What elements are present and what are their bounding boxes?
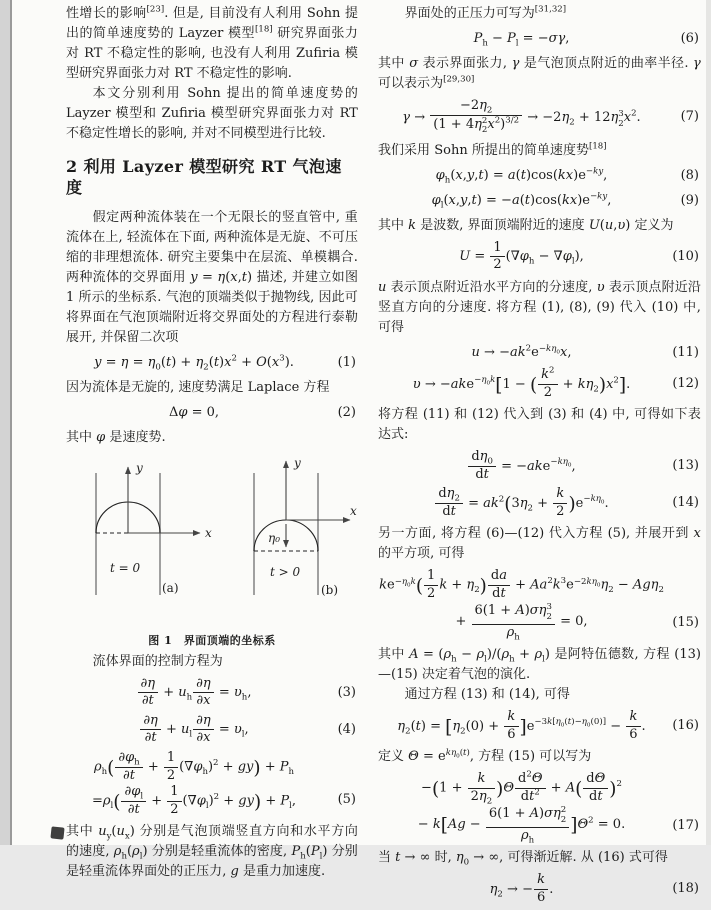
equation-number: (14): [672, 495, 699, 511]
equation-number: (4): [337, 721, 356, 737]
equation-number: (7): [680, 109, 699, 125]
equation-body: + 6(1 + A)ση 3 2 $\rho_h$ = 0,: [455, 602, 588, 643]
axis-label-y: y: [294, 455, 301, 470]
axis-label-y: y: [136, 460, 143, 475]
scan-artifact: [50, 826, 64, 839]
paragraph: 本文分别利用 Sohn 提出的简单速度势的 Layzer 模型和 Zufria 模型研究界面张力对 RT 不稳定性增长的影响, 并对不同模型进行比较.: [66, 86, 358, 142]
paragraph: 当 t → ∞ 时, $\eta_0$ → ∞, 可得渐近解. 从 (16) 式可得: [378, 850, 668, 868]
equation-number: (9): [680, 192, 699, 208]
equation-body: − k[Ag − 6(1 + A)ση 2 2 $\rho_h$ ]$\Theta^2 = 0$.: [417, 805, 626, 846]
paragraph: 另一方面, 将方程 (6)—(12) 代入方程 (5), 并展开到 x 的平方项, 可得: [378, 526, 701, 562]
equation-11: [378, 343, 701, 363]
scan-edge-line: [10, 0, 12, 845]
equation-number: (8): [680, 167, 699, 183]
section-heading: 2 利用 Layzer 模型研究 RT 气泡速度: [66, 157, 342, 197]
right-column: [378, 4, 701, 910]
panel-label-b: (b): [321, 582, 339, 597]
paragraph: u 表示顶点附近沿水平方向的分速度, υ 表示顶点附近沿竖直方向的分速度. 将方程 (1), (8), (9) 代入 (10) 中, 可得: [378, 279, 701, 335]
equation-body: $\varphi_h(x,y,t) = a(t)\cos(kx)e^{-ky}$,: [435, 166, 608, 186]
equation-18: [378, 873, 701, 905]
paragraph: 通过方程 (13) 和 (14), 可得: [404, 687, 570, 703]
paragraph: 定义 $\Theta = e^{k\eta_0(t)}$, 方程 (15) 可以写为: [378, 748, 592, 765]
eta0-label: η₀: [268, 530, 280, 545]
paragraph: 流体界面的控制方程为: [92, 653, 223, 669]
equation-body: $\frac{d\eta_2}{dt}$ = $ak^2(3\eta_2$ + $\frac{k}{2}$ )$e^{-k\eta_0}$.: [434, 496, 608, 511]
equation-number: (13): [672, 458, 699, 474]
equation-body: $u \to -ak^2e^{-k\eta_0}x$,: [471, 343, 572, 360]
panel-label-a: (a): [162, 580, 179, 595]
figure-1-diagram: [66, 455, 358, 623]
equation-body: $\frac{\partial\eta}{\partial t}$ + $u_h$ $\frac{\partial\eta}{\partial x}$ = $\upsilon_h$,: [137, 685, 252, 700]
paragraph: 其中 $u_y(u_x)$ 分别是气泡顶端竖直方向和水平方向的速度, $\rho_h(\rho_l)$ 分别是轻重流体的密度, $P_h(P_l)$ 分别是轻重流体界面处的正压力, g 是重力加速度.: [66, 824, 358, 880]
axis-label-x: x: [350, 503, 357, 518]
equation-number: (6): [680, 31, 699, 47]
equation-body: υ → −ake$^{-\eta_0k}$[1 − ( $\frac{k^2}{2}$ + $k\eta_2)x^2$].: [412, 365, 631, 400]
paragraph: 其中 φ 是速度势.: [66, 429, 166, 445]
equation-17: [378, 770, 701, 846]
paragraph: 假定两种流体装在一个无限长的竖直管中, 重流体在上, 轻流体在下面, 两种流体是无旋、不可压缩的非理想流体. 研究主要集中在层流、单模耦合. 两种流体的交界面用 y = η(x,t) 描述, 并建立如图 1 所示的坐标系. 气泡的顶端类似于抛物线, 因此可将界面在气泡顶端附近将交界面处的方程进行泰勒展开, 并保留二次项: [66, 209, 358, 345]
equation-body: $\varphi_l(x,y,t) = -a(t)\cos(kx)e^{-ky}$,: [431, 191, 612, 211]
equation-number: (5): [337, 792, 356, 808]
equation-1: [66, 353, 358, 373]
figure-caption: 图 1 界面顶端的坐标系: [148, 633, 276, 647]
equation-number: (10): [672, 248, 699, 264]
equation-body: U = $\frac{1}{2}$ $(\nabla\varphi_h - \nabla\varphi_l)$,: [459, 239, 584, 273]
equation-body: $P_h - P_l = -\sigma\gamma$,: [473, 31, 570, 49]
equation-number: (11): [672, 344, 699, 360]
paragraph: 界面处的正压力可写为[31,32]: [404, 4, 567, 21]
equation-number: (18): [672, 881, 699, 897]
equation-number: (1): [337, 354, 356, 370]
paragraph: 因为流体是无旋的, 速度势满足 Laplace 方程: [66, 379, 330, 395]
equation-3: [66, 677, 358, 709]
equation-body: $\eta_2$ → − $\frac{k}{6}$ .: [489, 872, 554, 905]
equation-number: (15): [672, 615, 699, 631]
equation-number: (3): [337, 684, 356, 700]
equation-7: [378, 99, 701, 136]
paragraph: 其中 $A = (\rho_h - \rho_l)/(\rho_h + \rho_l)$ 是阿特伍德数, 方程 (13)—(15) 决定着气泡的演化.: [378, 647, 701, 683]
equation-body: −(1 + $\frac{k}{2\eta_2}$ )Θ $\frac{d^2\Theta}{dt^2}$ + A( $\frac{d\Theta}{dt}$ )$^2$: [421, 770, 622, 807]
equation-body: $\frac{d\eta_0}{dt}$ = −ake$^{-k\eta_0}$,: [467, 459, 575, 474]
figure-1: [66, 455, 358, 650]
paragraph: 我们采用 Sohn 所提出的简单速度势[18]: [378, 141, 607, 158]
time-label: t > 0: [270, 564, 301, 579]
equation-4: [66, 714, 358, 746]
equation-12: [378, 365, 701, 400]
equation-body: $y = \eta = \eta_0(t) + \eta_2(t)x^2 + O(x^3)$.: [94, 353, 294, 373]
scan-edge-left: [0, 0, 10, 845]
equation-body: Δφ = 0,: [168, 404, 220, 420]
equation-number: (17): [672, 818, 699, 834]
equation-2: [66, 403, 358, 423]
equation-9: [378, 191, 701, 211]
equation-body: γ → $-2\eta_2$ (1 + 4η 2 2 $x^2)^{3/2}$ → $-2\eta_2 + 12\eta$ 3 2 $x^2$.: [402, 98, 641, 136]
equation-body: $=\rho_l$( $\frac{\partial\varphi_l}{\partial t}$ + $\frac{1}{2}$ $(\nabla\varphi_l)^2 + gy) + P_l$,: [91, 784, 297, 817]
equation-16: [378, 710, 701, 742]
axis-label-x: x: [205, 525, 212, 540]
equation-6: [378, 29, 701, 49]
equation-number: (12): [672, 376, 699, 392]
equation-body: $\rho_h$( $\frac{\partial\varphi_h}{\partial t}$ + $\frac{1}{2}$ $(\nabla\varphi_h)^2 + gy) + P_h$: [93, 750, 295, 783]
scan-edge-right: [706, 0, 711, 845]
paragraph: 将方程 (11) 和 (12) 代入到 (3) 和 (4) 中, 可得如下表达式:: [378, 407, 701, 443]
paragraph: 其中 k 是波数, 界面顶端附近的速度 U(u,υ) 定义为: [378, 217, 674, 233]
equation-14: [378, 487, 701, 519]
equation-body: $\frac{\partial\eta}{\partial t}$ + $u_l$ $\frac{\partial\eta}{\partial x}$ = $\upsilon_l$,: [139, 722, 248, 737]
equation-body: $ke^{-\eta_0k}$( $\frac{1}{2}$ $k + \eta_2$) $\frac{da}{dt}$ + $Aa^2k^3e^{-2k\eta_0}\eta_2 - Ag\eta_2$: [379, 568, 664, 601]
equation-5: [66, 751, 358, 817]
left-column: [66, 4, 358, 882]
equation-number: (16): [672, 718, 699, 734]
paragraph: 其中 σ 表示界面张力, γ 是气泡顶点附近的曲率半径. γ 可以表示为[29,30]: [378, 56, 701, 92]
equation-number: (2): [337, 404, 356, 420]
equation-15: [378, 568, 701, 643]
equation-body: $\eta_2(t) = [\eta_2(0)$ + $\frac{k}{6}$ ]$e^{-3k[\eta_0(t)-\eta_0(0)]}$ − $\frac{k}{6}$ .: [397, 709, 646, 742]
equation-10: [378, 241, 701, 273]
paragraph: 性增长的影响[23]. 但是, 目前没有人利用 Sohn 提出的简单速度势的 Layzer 模型[18] 研究界面张力对 RT 不稳定性的影响, 也没有人利用 Zufria 模型研究界面张力对 RT 不稳定性的影响.: [66, 4, 358, 82]
equation-13: [378, 450, 701, 482]
equation-8: [378, 166, 701, 186]
time-label: t = 0: [110, 560, 141, 575]
